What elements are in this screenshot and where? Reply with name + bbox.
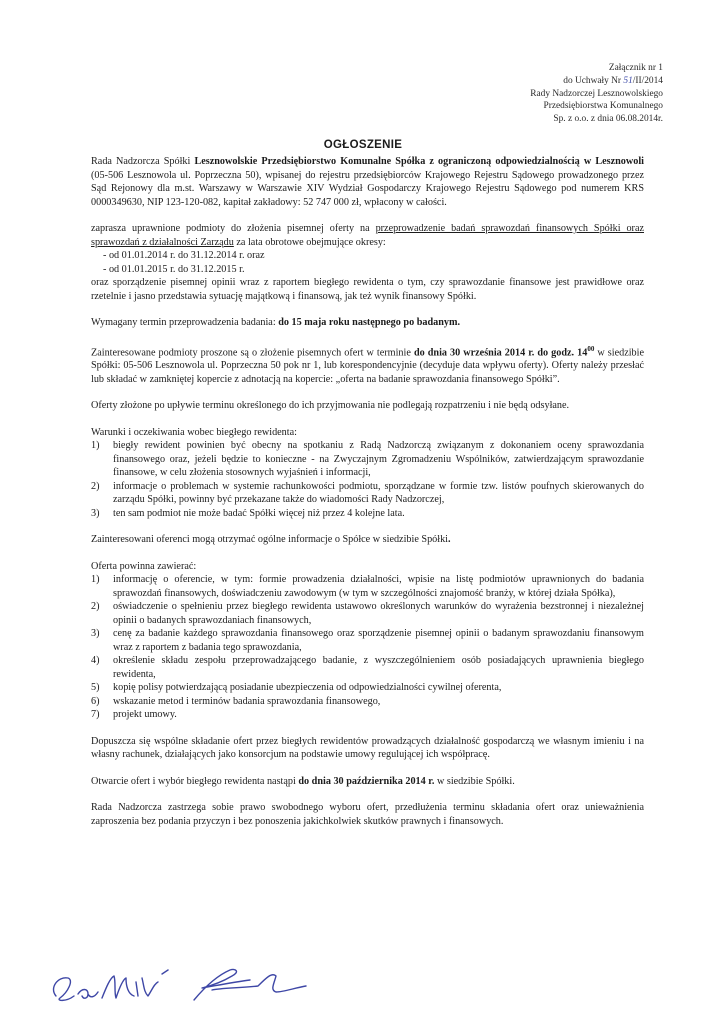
attachment-note [413,62,663,126]
list-item: 2) oświadczenie o spełnieniu przez biegłego rewidenta ustawowo określonych warunków do wyrażenia bezstronnej i niezależnej opinii o badanych sprawozdaniach finansowych, [91,601,644,626]
conditions-heading: Warunki i oczekiwania wobec biegłego rewidenta: [91,426,297,438]
attachment-line-4: Przedsiębiorstwa Komunalnego [543,101,663,112]
list-item: 1) biegły rewident powinien być obecny na spotkaniu z Radą Nadzorczą związanym z dokonaniem oceny sprawozdania finansowego oraz, jeżeli będzie to konieczne - na Zwyczajnym Zgromadzeniu Wspólników, zatwierdzającym sprawozdanie finansowe, w celu złożenia stosownych wyjaśnień i informacji, [91,440,644,479]
offer-list [91,573,644,722]
conditions-list [91,439,644,520]
company-name: Lesznowolskie Przedsiębiorstwo Komunalne Spółka z ograniczoną odpowiedzialnością w Lesznowoli [194,156,644,167]
attachment-line-2: do Uchwały Nr 51/II/2014 [563,75,663,86]
late-offers-paragraph: Oferty złożone po upływie terminu określonego do ich przyjmowania nie podlegają rozpatrzeniu i nie będą odsyłane. [91,400,570,412]
list-item: 6) wskazanie metod i terminów badania sprawozdania finansowego, [91,695,381,707]
opinion-paragraph: oraz sporządzenie pisemnej opinii wraz z raportem biegłego rewidenta o tym, czy sprawozdanie finansowe jest prawidłowe oraz rzetelnie i jasno przedstawia sytuację majątkową i finansową, jak też wynik finansowy Spółki. [91,277,644,302]
submission-paragraph: Zainteresowane podmioty proszone są o złożenie pisemnych ofert w terminie do dnia 30 września 2014 r. do godz. $14^{00}$ w siedzibie Spółki: 05-506 Lesznowola ul. Poprzeczna 50 pok nr 1, lub korespondencyjnie (decyduje data wpływu oferty). Oferty należy przesłać lub składać w zamkniętej kopercie z adnotacją na kopercie: „oferta na badanie sprawozdania finansowego Spółki”. [91,344,644,385]
list-item: 7) projekt umowy. [91,709,177,721]
reservation-paragraph: Rada Nadzorcza zastrzega sobie prawo swobodnego wyboru ofert, przedłużenia terminu składania ofert oraz unieważnienia zaproszenia bez podania przyczyn i bez ponoszenia jakichkolwiek skutków prawnych i finansowych. [91,802,644,827]
handwritten-resolution-number: 51 [623,75,633,86]
deadline-paragraph: Wymagany termin przeprowadzenia badania: do 15 maja roku następnego po badanym. [91,317,461,328]
attachment-line-1: Załącznik nr 1 [608,63,663,73]
list-item: 5) kopię polisy potwierdzającą posiadanie ubezpieczenia od odpowiedzialności cywilnej oferenta, [91,682,502,694]
list-item: 1) informację o oferencie, w tym: formie prowadzenia działalności, wpisie na listę podmiotów uprawnionych do badania sprawozdań finansowych, doświadczeniu zawodowym (w tym w szczególności znajomość branży, w której działa Spółka), [91,574,644,599]
list-item: 3) ten sam podmiot nie może badać Spółki więcej niż przez 4 kolejne lata. [91,507,405,519]
list-item: 4) określenie składu zespołu przeprowadzającego badanie, z wyszczególnieniem osób posiadających uprawnienia biegłego rewidenta, [91,655,644,680]
offer-heading: Oferta powinna zawierać: [91,560,197,572]
info-paragraph: Zainteresowani oferenci mogą otrzymać ogólne informacje o Spółce w siedzibie Spółki. [91,534,451,546]
attachment-line-5: Sp. z o.o. z dnia 06.08.2014r. [553,114,663,125]
invitation-subject: przeprowadzenie badań sprawozdań finansowych Spółki oraz sprawozdań z działalności Zarządu [91,223,644,248]
invitation-paragraph: zaprasza uprawnione podmioty do złożenia pisemnej oferty na przeprowadzenie badań sprawozdań finansowych Spółki oraz sprawozdań z działalności Zarządu za lata obrotowe obejmujące okresy: [91,223,644,248]
document-body [91,155,644,828]
list-item: 3) cenę za badanie każdego sprawozdania finansowego oraz sporządzenie pisemnej opinii o badanym sprawozdaniu finansowym wraz z raportem z badania tego sprawozdania, [91,628,644,653]
handwritten-signatures [44,958,344,1008]
intro-paragraph: Rada Nadzorcza Spółki Lesznowolskie Przedsiębiorstwo Komunalne Spółka z ograniczoną odpowiedzialnością w Lesznowoli (05-506 Lesznowola ul. Poprzeczna 50), wpisanej do rejestru przedsiębiorców Krajowego Rejestru Sądowego prowadzonego przez Sąd Rejonowy dla m.st. Warszawy w Warszawie XIV Wydział Gospodarczy Krajowego Rejestru Sądowego pod numerem KRS 0000349630, NIP 123-120-082, kapitał zakładowy: 52 747 000 zł, wpłacony w całości. [91,156,644,208]
period-1: - od 01.01.2014 r. do 31.12.2014 r. oraz [103,250,265,261]
attachment-line-3: Rady Nadzorczej Lesznowolskiego [530,88,663,99]
document-title: OGŁOSZENIE [323,139,403,151]
opening-paragraph: Otwarcie ofert i wybór biegłego rewidenta nastąpi do dnia 30 października 2014 r. w siedzibie Spółki. [91,775,515,787]
list-item: 2) informacje o problemach w systemie rachunkowości podmiotu, sporządzane w formie tzw. listów poufnych skierowanych do zarządu Spółki, powinny być przekazane także do wiadomości Rady Nadzorczej, [91,480,644,506]
joint-offers-paragraph: Dopuszcza się wspólne składanie ofert przez biegłych rewidentów prowadzących działalność gospodarczą we własnym imieniu i na własny rachunek, działających jako konsorcjum na podstawie umowy regulującej ich współpracę. [91,735,644,761]
period-2: - od 01.01.2015 r. do 31.12.2015 r. [103,263,245,275]
